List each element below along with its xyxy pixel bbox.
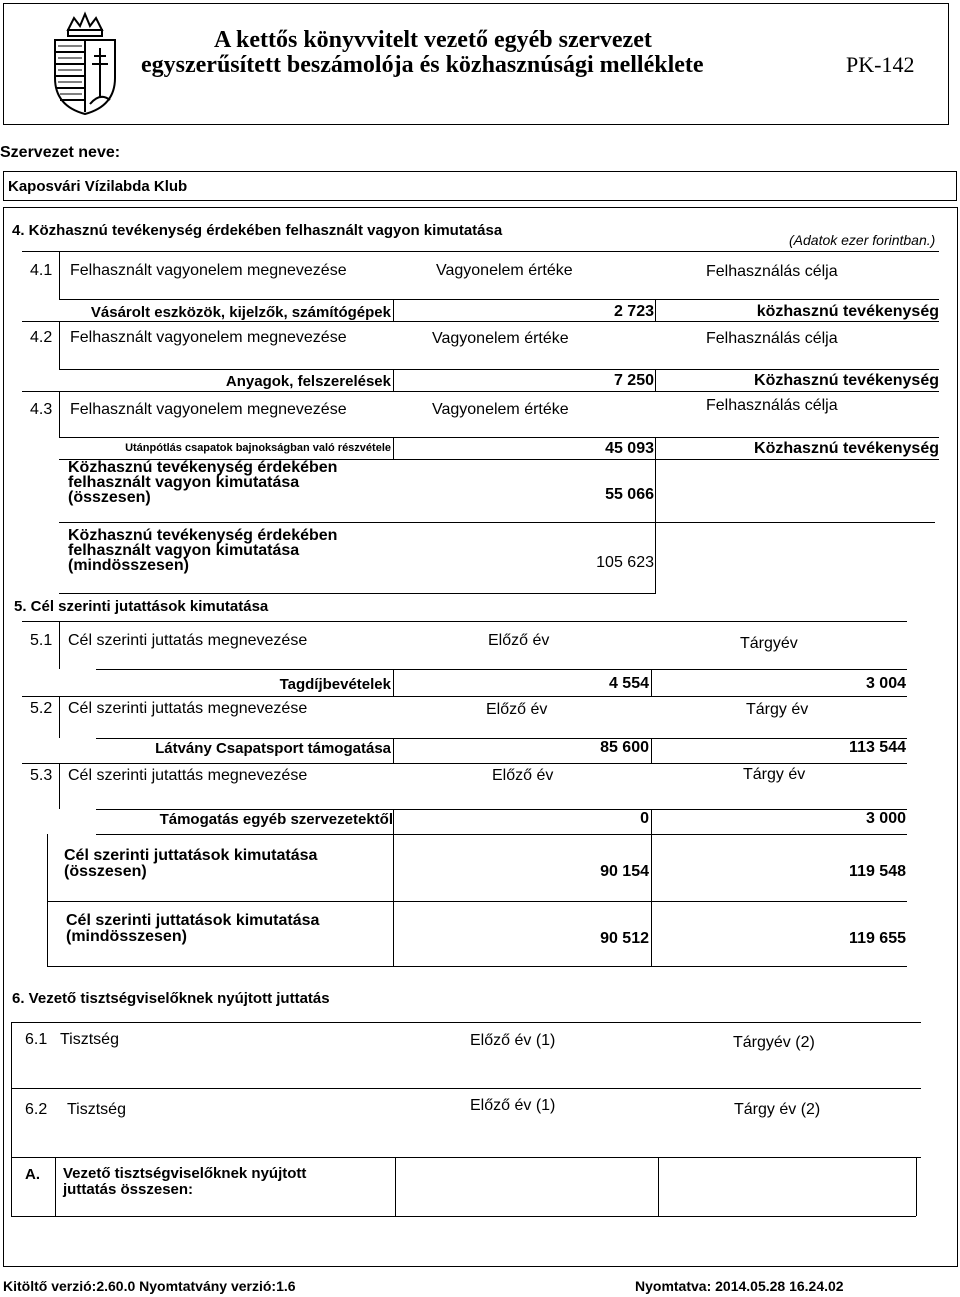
section-5-total-curr: 119 548 (849, 863, 906, 880)
column-header-name: Tisztség (67, 1101, 126, 1118)
asset-item: Vásárolt eszközök, kijelzők, számítógépek (90, 304, 391, 321)
org-name-value: Kaposvári Vízilabda Klub (8, 178, 188, 195)
divider (59, 696, 60, 738)
section-5-total-label: Cél szerinti juttatások kimutatása (összesen) (64, 847, 318, 880)
benefit-curr: 3 000 (865, 810, 906, 827)
divider (96, 669, 907, 670)
divider (651, 669, 652, 696)
divider (11, 1022, 12, 1217)
footer-version: Kitöltő verzió:2.60.0 Nyomtatvány verzió:1.6 (3, 1278, 296, 1294)
divider (59, 593, 656, 594)
divider (393, 669, 394, 696)
column-header-purpose: Felhasználás célja (706, 263, 838, 280)
block-number: 4.2 (30, 329, 53, 346)
section-5-grand-total-curr: 119 655 (849, 930, 906, 947)
divider (47, 966, 907, 967)
column-header-curr: Tárgy év (2) (734, 1101, 821, 1118)
divider (59, 391, 60, 437)
org-name-label: Szervezet neve: (0, 144, 121, 161)
divider (658, 1157, 659, 1216)
column-header-curr: Tárgyév (2) (733, 1034, 815, 1051)
asset-value: 45 093 (605, 440, 654, 457)
column-header-purpose: Felhasználás célja (706, 397, 838, 414)
benefit-curr: 113 544 (849, 739, 906, 756)
column-header-prev: Előző év (488, 632, 550, 649)
benefit-item: Látvány Csapatsport támogatása (155, 740, 391, 757)
block-number: 5.3 (30, 767, 53, 784)
divider (655, 522, 656, 593)
divider (59, 763, 60, 809)
divider (651, 834, 652, 901)
divider (96, 834, 907, 835)
asset-purpose: közhasznú tevékenység (756, 303, 939, 320)
asset-purpose: Közhasznú tevékenység (754, 440, 939, 457)
divider (393, 437, 394, 459)
divider (655, 437, 656, 459)
column-header-value: Vagyonelem értéke (432, 401, 569, 418)
divider (96, 809, 907, 810)
form-code: PK-142 (846, 52, 915, 77)
asset-item: Utánpótlás csapatok bajnokságban való részvétele (125, 442, 391, 454)
divider (22, 251, 939, 252)
divider (11, 1088, 921, 1089)
footer-printed: Nyomtatva: 2014.05.28 16.24.02 (635, 1278, 844, 1294)
benefit-item: Tagdíjbevételek (279, 676, 391, 693)
divider (59, 437, 939, 438)
column-header-prev: Előző év (492, 767, 554, 784)
divider (393, 901, 394, 966)
section-4-grand-total-label: Közhasznú tevékenység érdekében felhasznált vagyon kimutatása (mindösszesen) (68, 527, 338, 574)
divider (651, 809, 652, 834)
block-number: 5.1 (30, 632, 53, 649)
divider (11, 1157, 921, 1158)
section-5-total-prev: 90 154 (600, 863, 649, 880)
divider (22, 621, 907, 622)
block-number: 4.1 (30, 262, 53, 279)
divider (59, 369, 939, 370)
divider (916, 1157, 917, 1216)
column-header-value: Vagyonelem értéke (436, 262, 573, 279)
column-header-curr: Tárgyév (740, 635, 798, 652)
section-4-title: 4. Közhasznú tevékenység érdekében felhasznált vagyon kimutatása (12, 222, 503, 239)
asset-purpose: Közhasznú tevékenység (754, 372, 939, 389)
divider (393, 738, 394, 763)
column-header-curr: Tárgy év (743, 766, 806, 783)
column-header-prev: Előző év (486, 701, 548, 718)
section-5-title: 5. Cél szerinti jutattások kimutatása (14, 598, 269, 615)
row-number: 6.1 (25, 1031, 48, 1048)
divider (393, 809, 394, 834)
divider (47, 834, 48, 901)
divider (655, 459, 656, 522)
row-number: 6.2 (25, 1101, 48, 1118)
divider (22, 763, 907, 764)
unit-note: (Adatok ezer forintban.) (789, 232, 936, 248)
hungarian-coat-of-arms-icon (30, 8, 140, 120)
column-header-name: Felhasznált vagyonelem megnevezése (70, 401, 347, 418)
section-5-grand-total-label: Cél szerinti juttatások kimutatása (mindösszesen) (66, 912, 320, 945)
column-header-value: Vagyonelem értéke (432, 330, 569, 347)
column-header-name: Cél szerinti juttatás megnevezése (68, 632, 308, 649)
block-number: 4.3 (30, 401, 53, 418)
divider (55, 1157, 56, 1217)
divider (59, 299, 939, 300)
asset-value: 7 250 (613, 372, 654, 389)
divider (59, 522, 935, 523)
column-header-name: Felhasznált vagyonelem megnevezése (70, 329, 347, 346)
benefit-item: Támogatás egyéb szervezetektől (159, 811, 393, 828)
benefit-prev: 85 600 (600, 739, 649, 756)
section-4-total-value: 55 066 (605, 486, 654, 503)
column-header-name: Tisztség (60, 1031, 119, 1048)
block-number: 5.2 (30, 700, 53, 717)
summary-number: A. (25, 1166, 40, 1183)
form-title-line1: A kettős könyvvitelt vezető egyéb szervezet (214, 27, 652, 53)
asset-value: 2 723 (613, 303, 654, 320)
column-header-curr: Tárgy év (746, 701, 809, 718)
section-5-grand-total-prev: 90 512 (600, 930, 649, 947)
divider (11, 1216, 916, 1217)
column-header-name: Cél szerinti juttatás megnevezése (68, 700, 308, 717)
column-header-name: Cél szerinti jutattás megnevezése (68, 767, 308, 784)
benefit-curr: 3 004 (865, 675, 906, 692)
divider (22, 391, 939, 392)
divider (651, 901, 652, 966)
column-header-name: Felhasznált vagyonelem megnevezése (70, 262, 347, 279)
section-4-grand-total-value: 105 623 (596, 554, 654, 571)
divider (393, 834, 394, 901)
divider (393, 369, 394, 391)
divider (651, 738, 652, 763)
divider (96, 738, 907, 739)
benefit-prev: 4 554 (608, 675, 649, 692)
divider (47, 901, 48, 966)
benefit-prev: 0 (640, 810, 649, 827)
column-header-prev: Előző év (1) (470, 1032, 556, 1049)
section-6-title: 6. Vezető tisztségviselőknek nyújtott juttatás (12, 990, 330, 1007)
divider (655, 299, 656, 321)
divider (47, 901, 907, 902)
column-header-purpose: Felhasználás célja (706, 330, 838, 347)
form-title-line2: egyszerűsített beszámolója és közhasznúsági melléklete (141, 52, 704, 78)
asset-item: Anyagok, felszerelések (225, 373, 391, 390)
divider (395, 1157, 396, 1216)
divider (11, 1022, 921, 1023)
divider (22, 321, 939, 322)
divider (59, 321, 60, 369)
divider (22, 696, 907, 697)
divider (393, 299, 394, 321)
divider (59, 251, 60, 299)
column-header-prev: Előző év (1) (470, 1097, 556, 1114)
summary-label: Vezető tisztségviselőknek nyújtott juttatás összesen: (63, 1165, 307, 1198)
divider (59, 621, 60, 669)
divider (655, 369, 656, 391)
section-4-total-label: Közhasznú tevékenység érdekében felhasznált vagyon kimutatása (összesen) (68, 459, 338, 506)
